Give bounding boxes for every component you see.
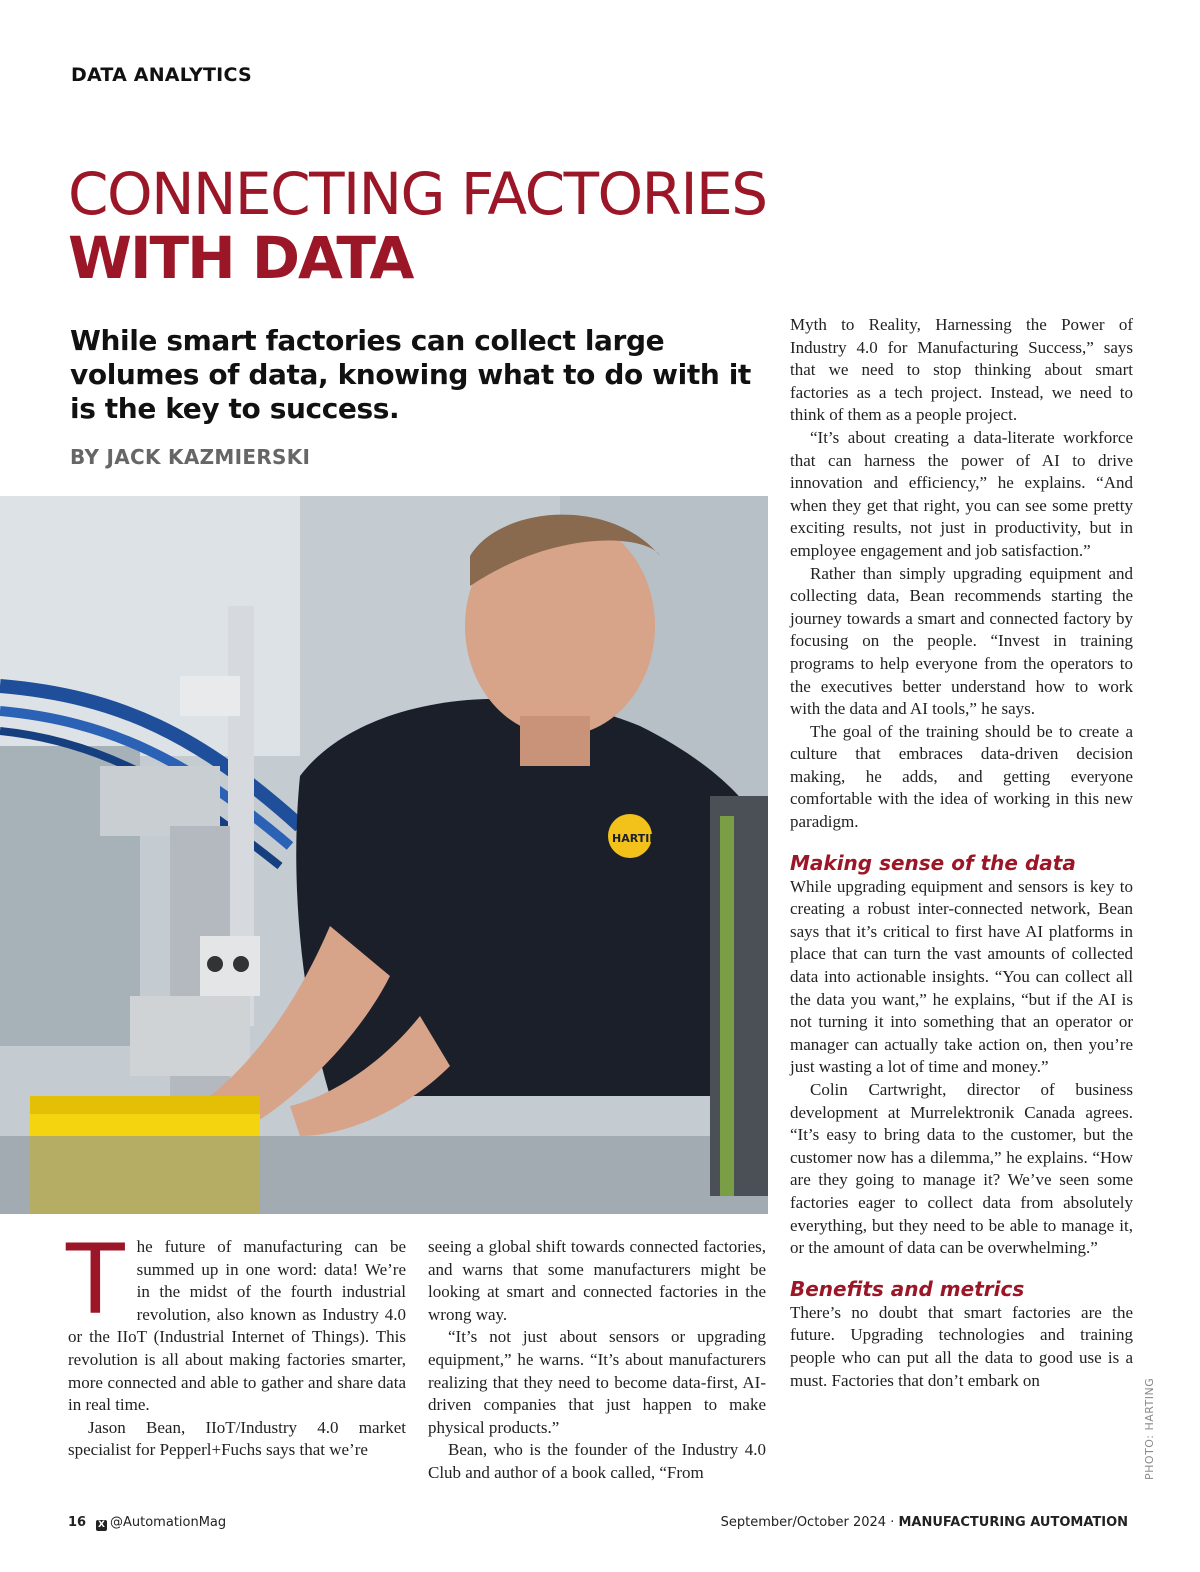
social-handle	[96, 1515, 226, 1531]
body-paragraph: There’s no doubt that smart factories are the future. Upgrading technologies and training people who can put all the data to good use is a must. Factories that don’t embark on	[790, 1302, 1133, 1390]
body-paragraph: “It’s about creating a data-literate workforce that can harness the power of AI to drive innovation and efficiency,” he explains. “And when they get that right, you can see some pretty exciting results, not just in productivity, but in employee engagement and job satisfaction.”	[790, 427, 1133, 560]
body-paragraph: The goal of the training should be to create a culture that embraces data-driven decision making, he adds, and getting everyone comfortable with the idea of working in this new paradigm.	[790, 721, 1133, 832]
paragraph-text: he future of manufacturing can be summed up in one word: data! We’re in the midst of the fourth industrial revolution, also known as Industry 4.0 or the IIoT (Industrial Internet of Things). This revolution is all about making factories smarter, more connected and able to gather and share data in real time.	[68, 1237, 406, 1415]
byline: BY JACK KAZMIERSKI	[70, 445, 311, 469]
photo-illustration	[0, 496, 768, 1214]
page-number: 16	[68, 1515, 87, 1530]
deck: While smart factories can collect large volumes of data, knowing what to do with it is the key to success.	[70, 324, 751, 425]
issue-date: September/October 2024 ·	[720, 1515, 899, 1530]
photo-credit: PHOTO: HARTING	[1143, 1377, 1156, 1480]
body-paragraph: “It’s not just about sensors or upgrading equipment,” he warns. “It’s about manufacturers realizing that they need to become data-first, AI-driven companies that just happen to make physical products.”	[428, 1327, 766, 1437]
magazine-name: MANUFACTURING AUTOMATION	[898, 1515, 1128, 1530]
body-paragraph	[66, 1224, 406, 1417]
headline-line2: WITH DATA	[68, 224, 413, 292]
body-paragraph: Myth to Reality, Harnessing the Power of Industry 4.0 for Manufacturing Success,” says that we need to stop thinking about smart factories as a tech project. Instead, we need to think of them as a people project.	[790, 315, 1133, 425]
body-paragraph: Rather than simply upgrading equipment and collecting data, Bean recommends starting the journey towards a smart and connected factory by focusing on the people. “Invest in training programs to help everyone from the operators to the executives better understand how to work with the data and AI tools,” he says.	[790, 563, 1133, 719]
subhead-making-sense: Making sense of the data	[790, 850, 1076, 875]
column-1	[66, 1224, 406, 1462]
body-paragraph: Colin Cartwright, director of business development at Murrelektronik Canada agrees. “It’s easy to bring data to the customer, but the customer now has a dilemma,” he explains. “How are they going to manage it? We’ve seen some factories eager to collect data from absolutely everything, but they need to be able to manage it, or the amount of data can be overwhelming.”	[790, 1080, 1133, 1258]
body-paragraph: Bean, who is the founder of the Industry 4.0 Club and author of a book called, “From	[428, 1440, 766, 1482]
section-label: DATA ANALYTICS	[71, 64, 252, 86]
shirt-logo-text: HARTIN	[612, 832, 659, 845]
column-2	[428, 1236, 766, 1485]
drop-cap: T	[66, 1224, 125, 1336]
headline-line1: CONNECTING FACTORIES	[68, 160, 767, 228]
feature-photo	[0, 496, 768, 1214]
handle-text: @AutomationMag	[110, 1515, 227, 1530]
column-3	[790, 314, 1133, 1392]
x-logo-icon: X	[96, 1520, 107, 1531]
issue-info	[721, 1515, 1128, 1530]
body-paragraph: seeing a global shift towards connected factories, and warns that some manufacturers might be looking at smart and connected factories in the wrong way.	[428, 1237, 766, 1324]
body-paragraph: Jason Bean, IIoT/Industry 4.0 market specialist for Pepperl+Fuchs says that we’re	[68, 1417, 406, 1460]
body-paragraph: While upgrading equipment and sensors is key to creating a robust inter-connected network, Bean says that it’s critical to first have AI platforms in place that can turn the vast amounts of collected data into actionable insights. “You can collect all the data you want,” he explains, “but if the AI is not turning it into something that an operator or manager can actually take action on, then you’re just wasting a lot of time and money.”	[790, 876, 1133, 1077]
headline	[68, 162, 767, 290]
subhead-benefits: Benefits and metrics	[790, 1276, 1025, 1301]
